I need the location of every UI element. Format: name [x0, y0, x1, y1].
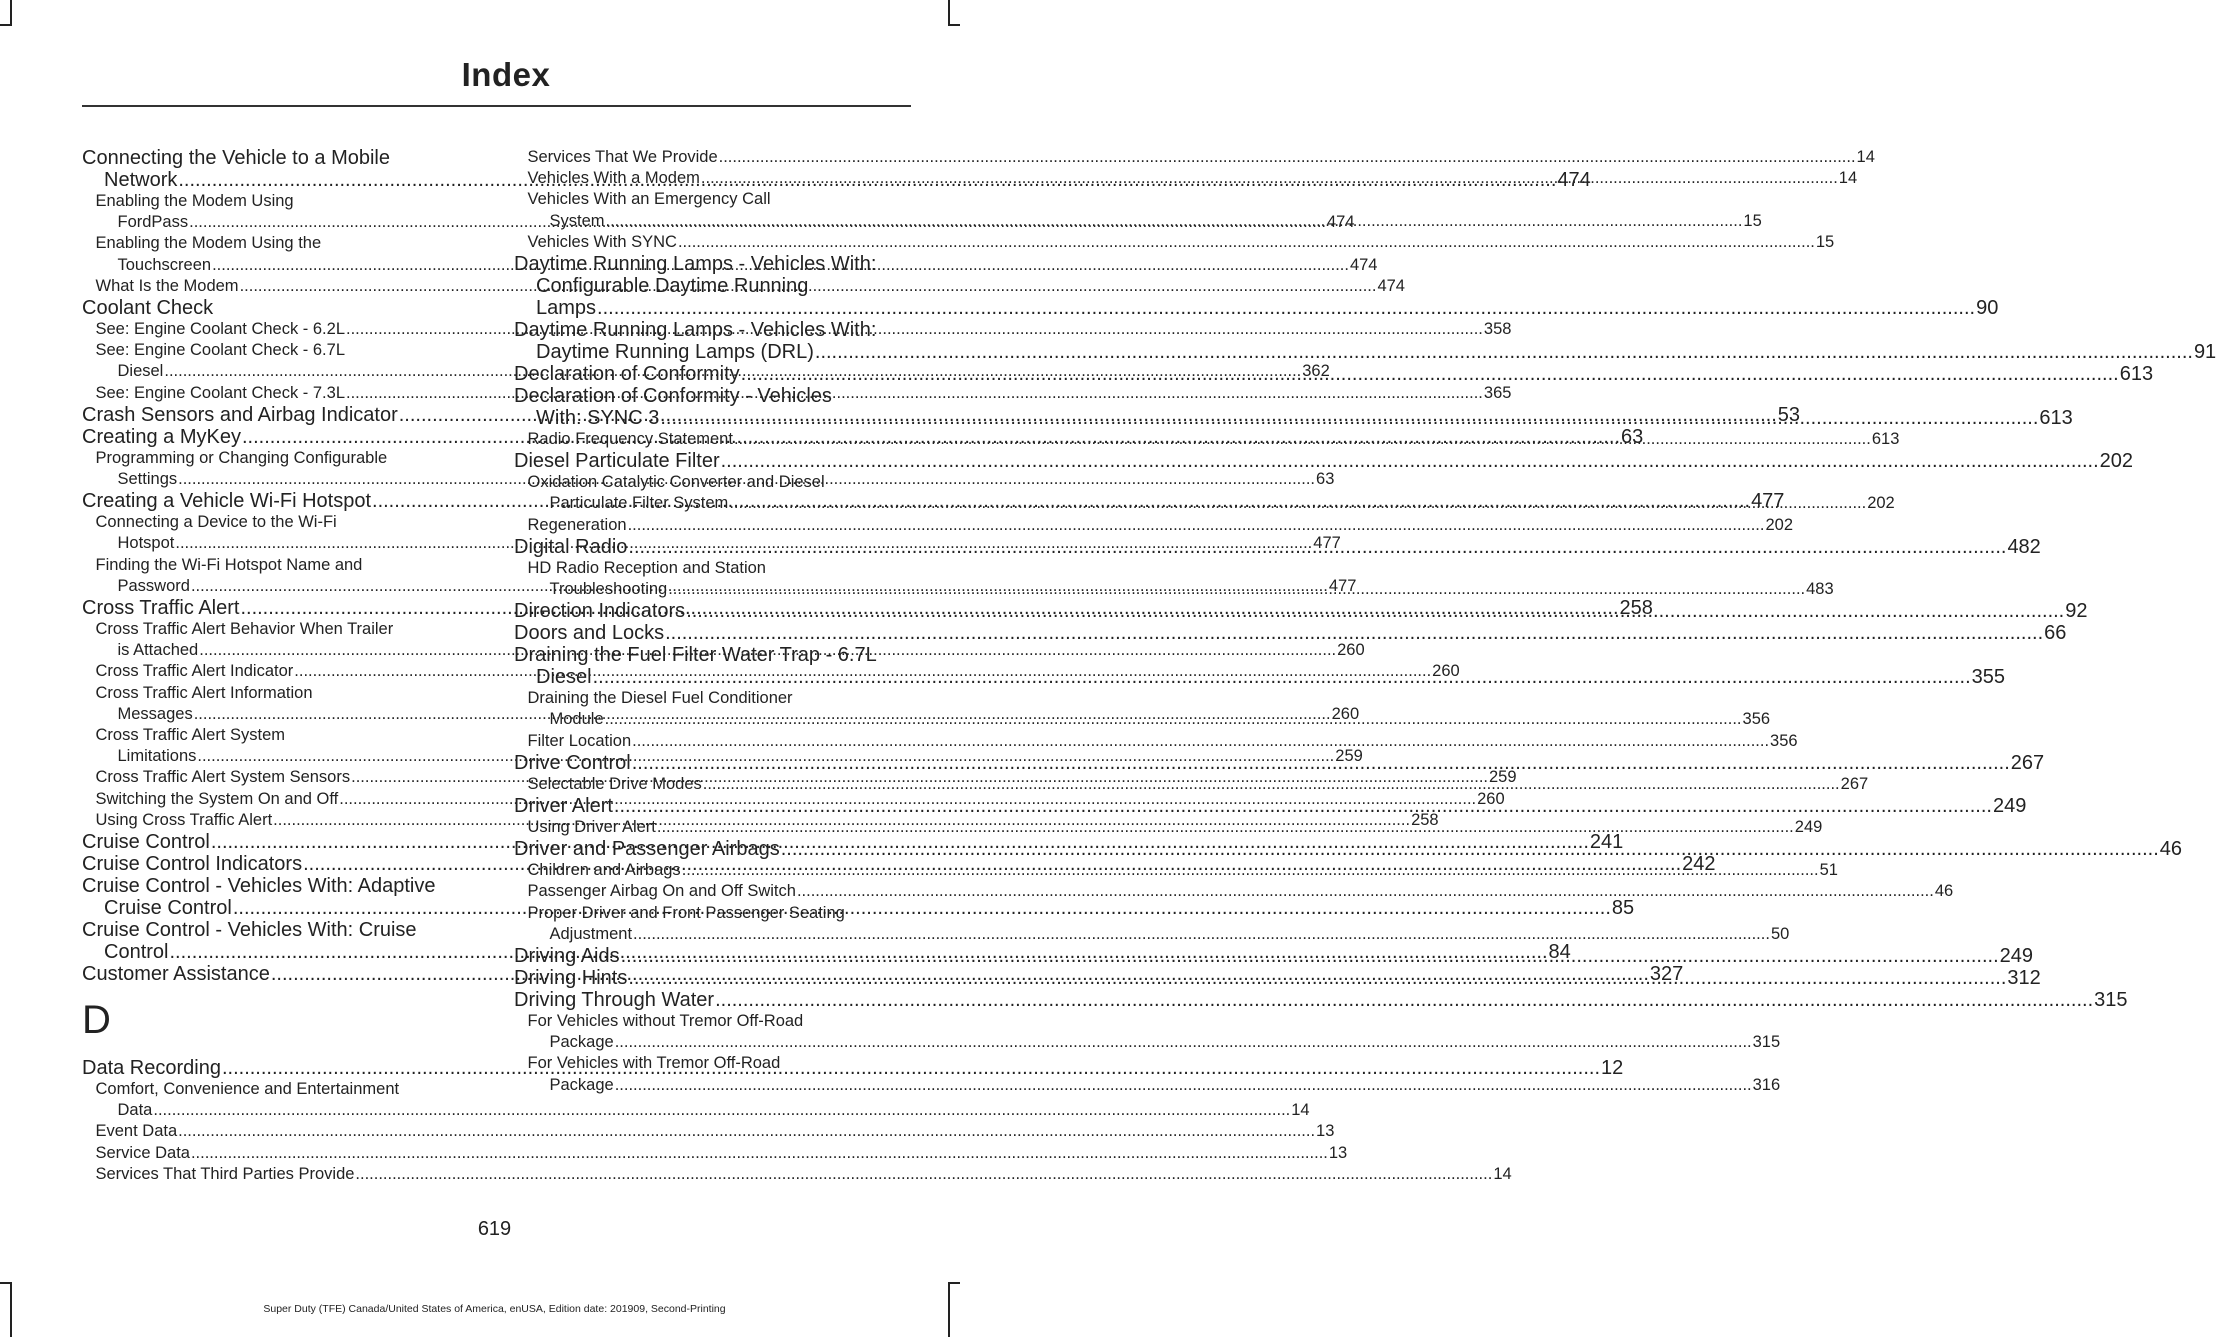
page-reference[interactable]: 365: [1483, 383, 1512, 402]
index-entry-text: HD Radio Reception and Station: [527, 558, 766, 577]
index-entry-line: [527, 515, 1793, 536]
index-entry-text: Service Data: [95, 1143, 190, 1162]
index-entry-text: Module: [549, 710, 604, 729]
index-entry-text: Radio Frequency Statement: [527, 430, 733, 449]
index-entry-line: [514, 989, 2128, 1012]
index-subentry: [514, 147, 1875, 168]
index-entry-text: Doors and Locks: [514, 622, 665, 645]
page-reference[interactable]: 613: [1871, 430, 1900, 449]
dot-leader: [191, 1143, 1328, 1164]
page-reference[interactable]: 259: [1489, 768, 1517, 787]
page-reference[interactable]: 260: [1432, 662, 1460, 681]
dot-leader: [153, 1100, 1290, 1121]
index-entry-text: For Vehicles without Tremor Off-Road: [527, 1012, 804, 1031]
index-entry-text: Services That Third Parties Provide: [95, 1164, 355, 1183]
dot-leader: [628, 967, 2006, 989]
index-entry-line: [96, 725, 475, 746]
page-reference[interactable]: 315: [1752, 1033, 1781, 1052]
index-entry-text: Oxidation Catalytic Converter and Diesel: [527, 473, 825, 492]
index-entry-line: [82, 919, 474, 941]
index-entry-text: Direction Indicators: [514, 600, 686, 623]
index-entry-line: [514, 253, 906, 275]
dot-leader: [686, 600, 2064, 622]
index-entry-text: Creating a Vehicle Wi-Fi Hotspot: [82, 490, 372, 513]
index-entry-text: See: Engine Coolant Check - 6.2L: [95, 320, 345, 339]
index-entry-text: Proper Driver and Front Passenger Seating: [527, 903, 845, 922]
index-entry-line: [528, 1075, 1781, 1096]
page-reference[interactable]: 14: [1493, 1164, 1512, 1183]
index-entry-text: Messages: [117, 704, 193, 723]
index-entry-text: Cruise Control: [104, 897, 232, 920]
dot-leader: [628, 515, 1765, 536]
index-entry-text: Services That We Provide: [527, 148, 718, 166]
index-entry-text: Vehicles With a Modem: [527, 169, 700, 188]
index-entry-line: [96, 512, 475, 533]
index-entry-text: Driver and Passenger Airbags: [514, 838, 780, 861]
dot-leader: [703, 774, 1840, 795]
index-entry-text: Regeneration: [527, 515, 627, 534]
page-reference[interactable]: 241: [1589, 831, 1624, 854]
index-entry-text: Daytime Running Lamps - Vehicles With:: [514, 253, 877, 276]
index-entry-text: Creating a MyKey: [82, 425, 241, 448]
index-entry-text: Touchscreen: [117, 255, 212, 274]
index-subentry: [514, 1011, 1781, 1053]
dot-leader: [668, 579, 1805, 600]
dot-leader: [633, 924, 1770, 945]
page-reference[interactable]: 477: [1328, 576, 1357, 595]
page-reference[interactable]: 258: [1619, 597, 1653, 620]
index-entry-text: Enabling the Modem Using: [95, 192, 294, 210]
page-reference[interactable]: 267: [2010, 751, 2045, 774]
index-entry-text: Network: [104, 169, 178, 191]
index-subentry: [82, 1164, 1512, 1185]
page-reference[interactable]: 66: [2044, 622, 2067, 645]
dot-leader: [797, 881, 1934, 902]
page-reference[interactable]: 267: [1840, 774, 1869, 793]
index-entry: [514, 622, 2067, 645]
index-entry-text: Cross Traffic Alert System: [95, 726, 285, 745]
index-entry-line: [528, 903, 907, 924]
page-reference[interactable]: 91: [2193, 341, 2216, 364]
index-entry-text: Lamps: [536, 297, 597, 320]
index-entry-line: [82, 875, 474, 897]
dot-leader: [597, 297, 1975, 319]
index-subentry: [82, 1121, 1335, 1142]
index-entry-text: Cross Traffic Alert Indicator: [95, 662, 294, 681]
dot-leader: [734, 429, 1871, 450]
index-entry-line: [527, 147, 1875, 168]
index-entry-line: [82, 297, 474, 319]
index-entry-text: Finding the Wi-Fi Hotspot Name and: [95, 555, 363, 574]
index-entry-line: [96, 340, 475, 361]
index-subentry: [514, 881, 1954, 902]
index-entry-text: Data: [117, 1101, 153, 1120]
index-entry-text: Driving Through Water: [514, 989, 715, 1012]
index-entry-line: [528, 688, 907, 709]
index-entry-text: Troubleshooting: [549, 580, 668, 599]
index-entry-text: Package: [549, 1033, 614, 1052]
index-entry-text: Password: [117, 576, 190, 595]
crop-mark: [948, 0, 950, 26]
index-subentry: [82, 1143, 1348, 1164]
index-entry-line: [528, 1011, 907, 1032]
dot-leader: [615, 1075, 1752, 1096]
page-reference[interactable]: 249: [1794, 818, 1823, 837]
page-reference[interactable]: 202: [2099, 450, 2134, 473]
index-entry-text: Customer Assistance: [82, 963, 270, 986]
page-reference[interactable]: 316: [1752, 1075, 1781, 1094]
index-entry-line: [95, 1143, 1348, 1164]
index-entry-text: Crash Sensors and Airbag Indicator: [82, 403, 398, 426]
index-entry-line: [96, 683, 475, 704]
index-entry-line: [514, 275, 906, 297]
index-entry-line: [96, 555, 475, 576]
page-reference[interactable]: 12: [1601, 1057, 1624, 1080]
index-entry-text: Coolant Check: [82, 297, 214, 320]
page-reference[interactable]: 474: [1349, 255, 1378, 274]
index-entry-text: Draining the Fuel Filter Water Trap - 6.7L: [514, 644, 877, 667]
index-entry-text: Switching the System On and Off: [95, 789, 339, 808]
index-entry-text: Cross Traffic Alert Behavior When Trailer: [95, 620, 394, 639]
dot-leader: [632, 752, 2010, 774]
page-reference[interactable]: 358: [1483, 320, 1512, 339]
page-reference[interactable]: 260: [1477, 789, 1505, 808]
index-entry-line: [96, 448, 475, 469]
dot-leader: [729, 493, 1866, 514]
page-reference[interactable]: 312: [2007, 967, 2041, 990]
index-entry-line: [96, 619, 475, 640]
index-entry-text: Cruise Control Indicators: [82, 853, 303, 876]
index-entry-line: [528, 1032, 1781, 1053]
page-number: 619: [477, 1218, 512, 1240]
index-entry-line: [96, 233, 475, 254]
index-entry-text: Declaration of Conformity: [514, 363, 740, 386]
index-entry-line: [82, 147, 474, 169]
index-entry-line: [95, 1164, 1512, 1185]
page-reference[interactable]: 63: [1621, 425, 1644, 448]
dot-leader: [593, 666, 1971, 688]
dot-leader: [632, 731, 1769, 752]
index-entry-text: Declaration of Conformity - Vehicles: [514, 385, 832, 408]
dot-leader: [615, 1032, 1752, 1053]
page-reference[interactable]: 258: [1411, 810, 1439, 829]
index-entry-line: [528, 1053, 907, 1074]
dot-leader: [660, 407, 2038, 429]
index-entry-line: [527, 881, 1954, 902]
dot-leader: [721, 450, 2099, 472]
index-entry-text: For Vehicles with Tremor Off-Road: [527, 1054, 781, 1073]
index-entry-line: [514, 622, 2067, 645]
index-entry-text: FordPass: [117, 213, 189, 232]
index-entry-line: [514, 341, 2216, 364]
dot-leader: [621, 945, 1999, 967]
index-entry-text: Adjustment: [549, 924, 633, 943]
page-reference[interactable]: 202: [1867, 494, 1895, 513]
index-entry-text: Cross Traffic Alert: [82, 597, 240, 620]
page-reference[interactable]: 242: [1682, 853, 1716, 876]
index-entry-text: Programming or Changing Configurable: [95, 448, 388, 467]
index-entry-text: Daytime Running Lamps (DRL): [536, 341, 814, 364]
page-reference[interactable]: 477: [1751, 490, 1785, 513]
index-entry-text: Driver Alert: [514, 795, 613, 818]
dot-leader: [657, 817, 1794, 838]
dot-leader: [815, 341, 2193, 363]
page-reference[interactable]: 51: [1819, 861, 1838, 880]
crop-mark: [0, 24, 12, 26]
dot-leader: [614, 795, 1992, 817]
page-reference[interactable]: 474: [1327, 213, 1355, 232]
index-entry-line: [528, 558, 907, 579]
index-entry-text: Connecting the Vehicle to a Mobile: [82, 147, 390, 169]
page-reference[interactable]: 84: [1548, 941, 1571, 964]
page-reference[interactable]: 259: [1335, 747, 1363, 766]
dot-leader: [781, 838, 2159, 860]
dot-leader: [719, 147, 1856, 168]
index-entry-text: Cruise Control - Vehicles With: Cruise: [82, 919, 417, 942]
index-entry-text: Limitations: [117, 747, 197, 766]
index-entry-line: [527, 232, 1835, 253]
dot-leader: [665, 622, 2043, 644]
index-entry-line: [528, 472, 907, 493]
index-entry-text: Diesel Particulate Filter: [514, 450, 720, 473]
index-entry-text: See: Engine Coolant Check - 7.3L: [95, 383, 345, 402]
page-reference[interactable]: 362: [1302, 362, 1330, 381]
dot-leader: [605, 709, 1742, 730]
index-entry-text: Daytime Running Lamps - Vehicles With:: [514, 319, 877, 342]
page-reference[interactable]: 474: [1377, 276, 1405, 295]
index-entry-text: Drive Control: [514, 751, 631, 774]
crop-mark: [10, 0, 12, 26]
index-entry-text: Cross Traffic Alert Information: [95, 683, 313, 702]
crop-mark: [0, 1282, 12, 1284]
page-reference[interactable]: 315: [2094, 989, 2128, 1012]
page-reference[interactable]: 15: [1743, 211, 1762, 230]
page-reference[interactable]: 14: [1856, 148, 1875, 166]
index-entry-text: Passenger Airbag On and Off Switch: [527, 882, 796, 901]
index-entry-text: Selectable Drive Modes: [527, 774, 702, 793]
dot-leader: [628, 536, 2006, 558]
index-entry-line: [528, 924, 1790, 945]
index-entry-text: Enabling the Modem Using the: [95, 234, 322, 253]
page-reference[interactable]: 477: [1313, 534, 1341, 553]
index-entry-line: [96, 1100, 1310, 1121]
page-reference[interactable]: 14: [1291, 1101, 1310, 1120]
index-entry: [514, 989, 2128, 1012]
footer-text: Super Duty (TFE) Canada/United States of America, enUSA, Edition date: 201909, Second-Printing: [263, 1303, 726, 1315]
page-reference[interactable]: 483: [1806, 580, 1834, 599]
index-subentry: [514, 515, 1793, 536]
index-entry-line: [514, 385, 906, 407]
page-reference[interactable]: 249: [1999, 945, 2034, 968]
page-reference[interactable]: 15: [1815, 232, 1835, 251]
index-section-letter: D: [82, 998, 111, 1043]
index-entry-line: [95, 1121, 1335, 1142]
index-entry-text: Using Cross Traffic Alert: [95, 810, 273, 829]
index-entry-text: Cruise Control - Vehicles With: Adaptive: [82, 875, 436, 898]
page-reference[interactable]: 63: [1316, 470, 1335, 489]
index-entry-text: Vehicles With an Emergency Call: [527, 190, 771, 209]
page-reference[interactable]: 356: [1742, 710, 1771, 729]
page-reference[interactable]: 260: [1337, 641, 1365, 660]
index-entry-text: What Is the Modem: [95, 276, 239, 295]
page-reference[interactable]: 482: [2007, 535, 2041, 558]
page-reference[interactable]: 85: [1611, 897, 1635, 920]
index-entry-text: Using Driver Alert: [527, 818, 656, 837]
header-divider: [82, 105, 911, 107]
dot-leader: [682, 860, 1819, 881]
index-entry-text: With: SYNC 3: [536, 407, 660, 430]
index-entry-text: Children and Airbags: [527, 861, 681, 880]
page-reference[interactable]: 13: [1316, 1122, 1335, 1141]
index-entry-text: is Attached: [117, 641, 199, 660]
index-entry-text: Cruise Control: [82, 831, 210, 854]
index-entry-line: [514, 297, 1999, 320]
dot-leader: [178, 1121, 1315, 1142]
dot-leader: [355, 1164, 1492, 1185]
index-entry-text: Draining the Diesel Fuel Conditioner: [527, 689, 793, 708]
page-title: Index: [461, 56, 551, 93]
index-subentry: [514, 232, 1835, 253]
page-reference[interactable]: 356: [1770, 731, 1798, 750]
index-entry: [82, 297, 474, 319]
dot-leader: [741, 363, 2119, 385]
index-entry-text: Settings: [117, 470, 178, 489]
index-entry-text: Connecting a Device to the Wi-Fi: [95, 513, 337, 532]
index-entry-text: Diesel: [117, 362, 164, 381]
index-entry-line: [527, 731, 1798, 752]
page-reference[interactable]: 355: [1971, 666, 2005, 689]
index-entry-text: Digital Radio: [514, 535, 628, 558]
index-entry-line: [96, 1079, 475, 1100]
page-reference[interactable]: 92: [2065, 600, 2088, 623]
index-entry-text: Driving Aids: [514, 945, 620, 968]
index-entry-text: Hotspot: [117, 534, 175, 553]
index-entry-text: Filter Location: [527, 731, 632, 750]
index-entry-text: Driving Hints: [514, 967, 628, 990]
index-subentry: [514, 731, 1798, 752]
page-reference[interactable]: 46: [1934, 882, 1954, 901]
index-entry-text: Event Data: [95, 1122, 178, 1141]
index-entry-text: Diesel: [536, 666, 592, 689]
index-entry-text: System: [549, 211, 605, 230]
index-entry-text: Comfort, Convenience and Entertainment: [95, 1080, 400, 1099]
index-entry-line: [514, 644, 906, 666]
index-entry-text: Cross Traffic Alert System Sensors: [95, 768, 351, 787]
index-entry: [514, 450, 2134, 473]
page-reference[interactable]: 50: [1770, 924, 1790, 943]
page-reference[interactable]: 613: [2039, 407, 2073, 430]
crop-mark: [948, 1282, 960, 1284]
index-entry-line: [514, 450, 2134, 473]
index-entry-line: [528, 189, 907, 210]
page-reference[interactable]: 46: [2159, 838, 2182, 861]
index-entry-text: Package: [549, 1075, 614, 1094]
index-entry-line: [514, 319, 906, 341]
page-reference[interactable]: 13: [1328, 1143, 1348, 1162]
index-entry-text: Data Recording: [82, 1057, 221, 1080]
index-entry-line: [96, 191, 475, 212]
dot-leader: [701, 168, 1838, 189]
dot-leader: [606, 211, 1743, 232]
crop-mark: [948, 24, 960, 26]
index-entry-text: Configurable Daytime Running: [536, 275, 809, 298]
page-reference[interactable]: 202: [1765, 515, 1793, 534]
index-entry-text: Vehicles With SYNC: [527, 232, 677, 251]
index-entry-text: Control: [104, 941, 169, 964]
page-reference[interactable]: 53: [1777, 403, 1801, 426]
index-entry-text: Particulate Filter System: [549, 494, 729, 513]
dot-leader: [678, 232, 1815, 253]
page-reference[interactable]: 90: [1976, 297, 1999, 320]
page-reference[interactable]: 327: [1649, 963, 1684, 986]
index-entry-text: See: Engine Coolant Check - 6.7L: [95, 341, 345, 360]
page-reference[interactable]: 474: [1557, 169, 1591, 191]
page-reference[interactable]: 260: [1331, 704, 1360, 723]
page-reference[interactable]: 249: [1992, 795, 2027, 818]
dot-leader: [715, 989, 2093, 1011]
page-reference[interactable]: 613: [2119, 363, 2154, 386]
page-reference[interactable]: 14: [1838, 169, 1858, 188]
